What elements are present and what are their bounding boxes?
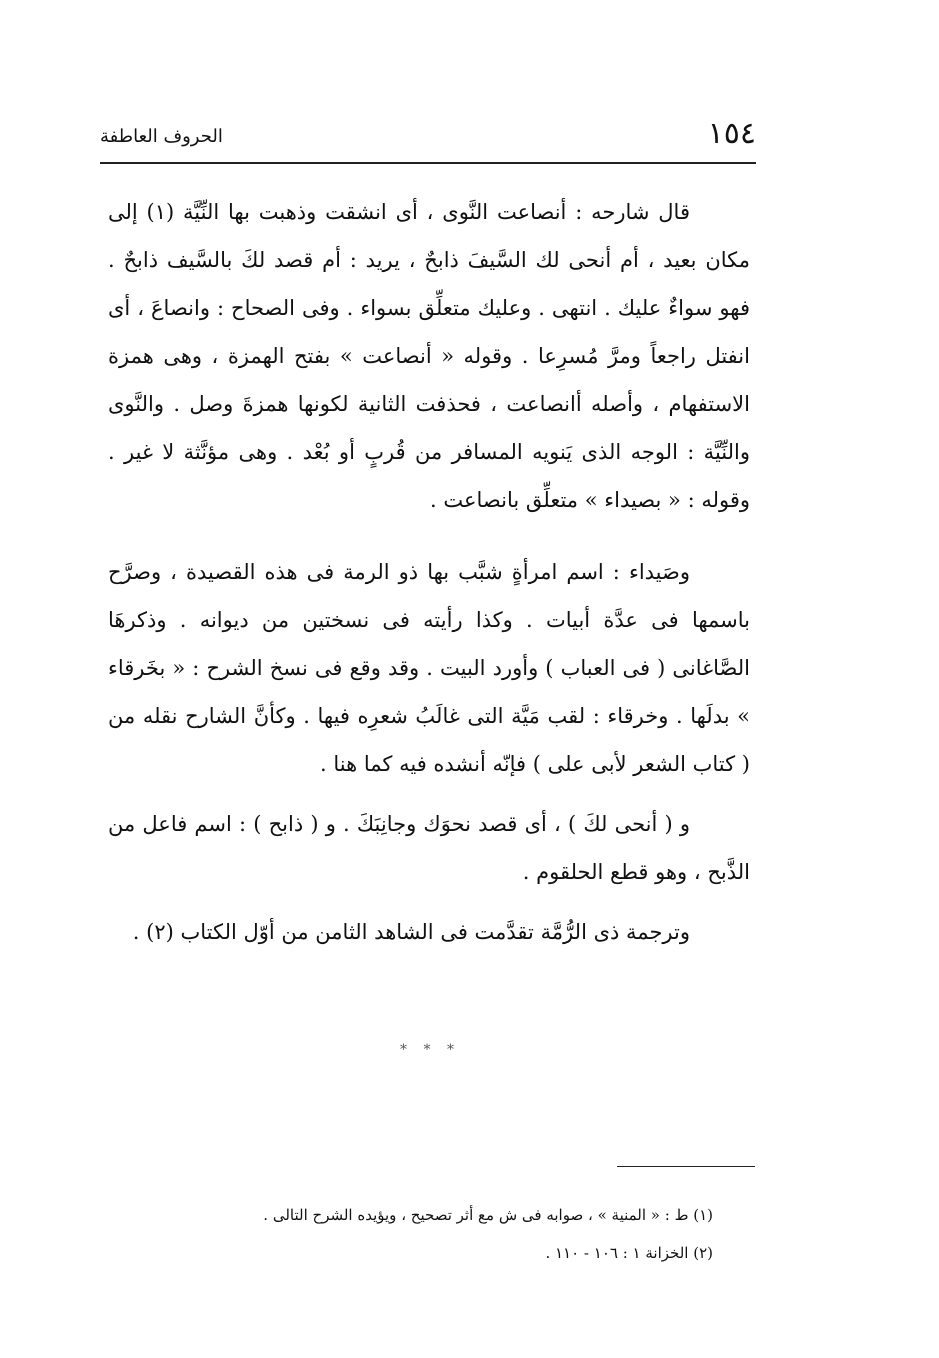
page-number: ١٥٤ [707,116,756,151]
paragraph-2: وصَيداء : اسم امرأةٍ شبَّب بها ذو الرمة فى هذه القصيدة ، وصرَّح باسمها فى عدَّة أبيات . وكذا رأيته فى نسختين من ديوانه . وذكرهَا الصَّاغانى ( فى العباب ) وأورد البيت . وقد وقع فى نسخ الشرح : « بخَرقاء » بدلَها . وخرقاء : لقب مَيَّة التى غالَبُ شعرِه فيها . وكأنَّ الشارح نقله من ( كتاب الشعر لأبى على ) فإنّه أنشده فيه كما هنا . [108,560,750,776]
running-title: الحروف العاطفة [100,126,223,147]
footnote-2: (٢) الخزانة ١ : ١٠٦ - ١١٠ . [545,1244,713,1262]
main-text [108,188,750,956]
page-header [100,112,756,164]
paragraph-4: وترجمة ذى الرُّمَّة تقدَّمت فى الشاهد الثامن من أوّل الكتاب (٢) . [132,920,690,944]
paragraph-3: و ( أنحى لكَ ) ، أى قصد نحوَك وجانِبَكَ . و ( ذابح ) : اسم فاعل من الذَّبح ، وهو قطع الحلقوم . [108,812,750,884]
footnotes [100,1196,713,1272]
paragraph-1: قال شارحه : أنصاعت النَّوى ، أى انشقت وذهبت بها النِّيَّة (١) إلى مكان بعيد ، أم أنحى لك السَّيفَ ذابحٌ ، يريد : أم قصد لكَ بالسَّيف ذابحٌ . فهو سواءٌ عليك . انتهى . وعليك متعلِّق بسواء . وفى الصحاح : وانصاعَ ، أى انفتل راجعاً ومرَّ مُسرِعا . وقوله « أنصاعت » بفتح الهمزة ، وهى همزة الاستفهام ، وأصله أانصاعت ، فحذفت الثانية لكونها همزةَ وصل . والنَّوى والنِّيَّة : الوجه الذى يَنويه المسافر من قُربٍ أو بُعْد . وهى مؤنَّثة لا غير . وقوله : « بصيداء » متعلِّق بانصاعت . [108,200,750,512]
section-ornament: * * * [400,1042,460,1058]
footnote-1: (١) ط : « المنية » ، صوابه فى ش مع أثر تصحيح ، ويؤيده الشرح التالى . [263,1206,713,1224]
footnote-separator [617,1166,755,1167]
